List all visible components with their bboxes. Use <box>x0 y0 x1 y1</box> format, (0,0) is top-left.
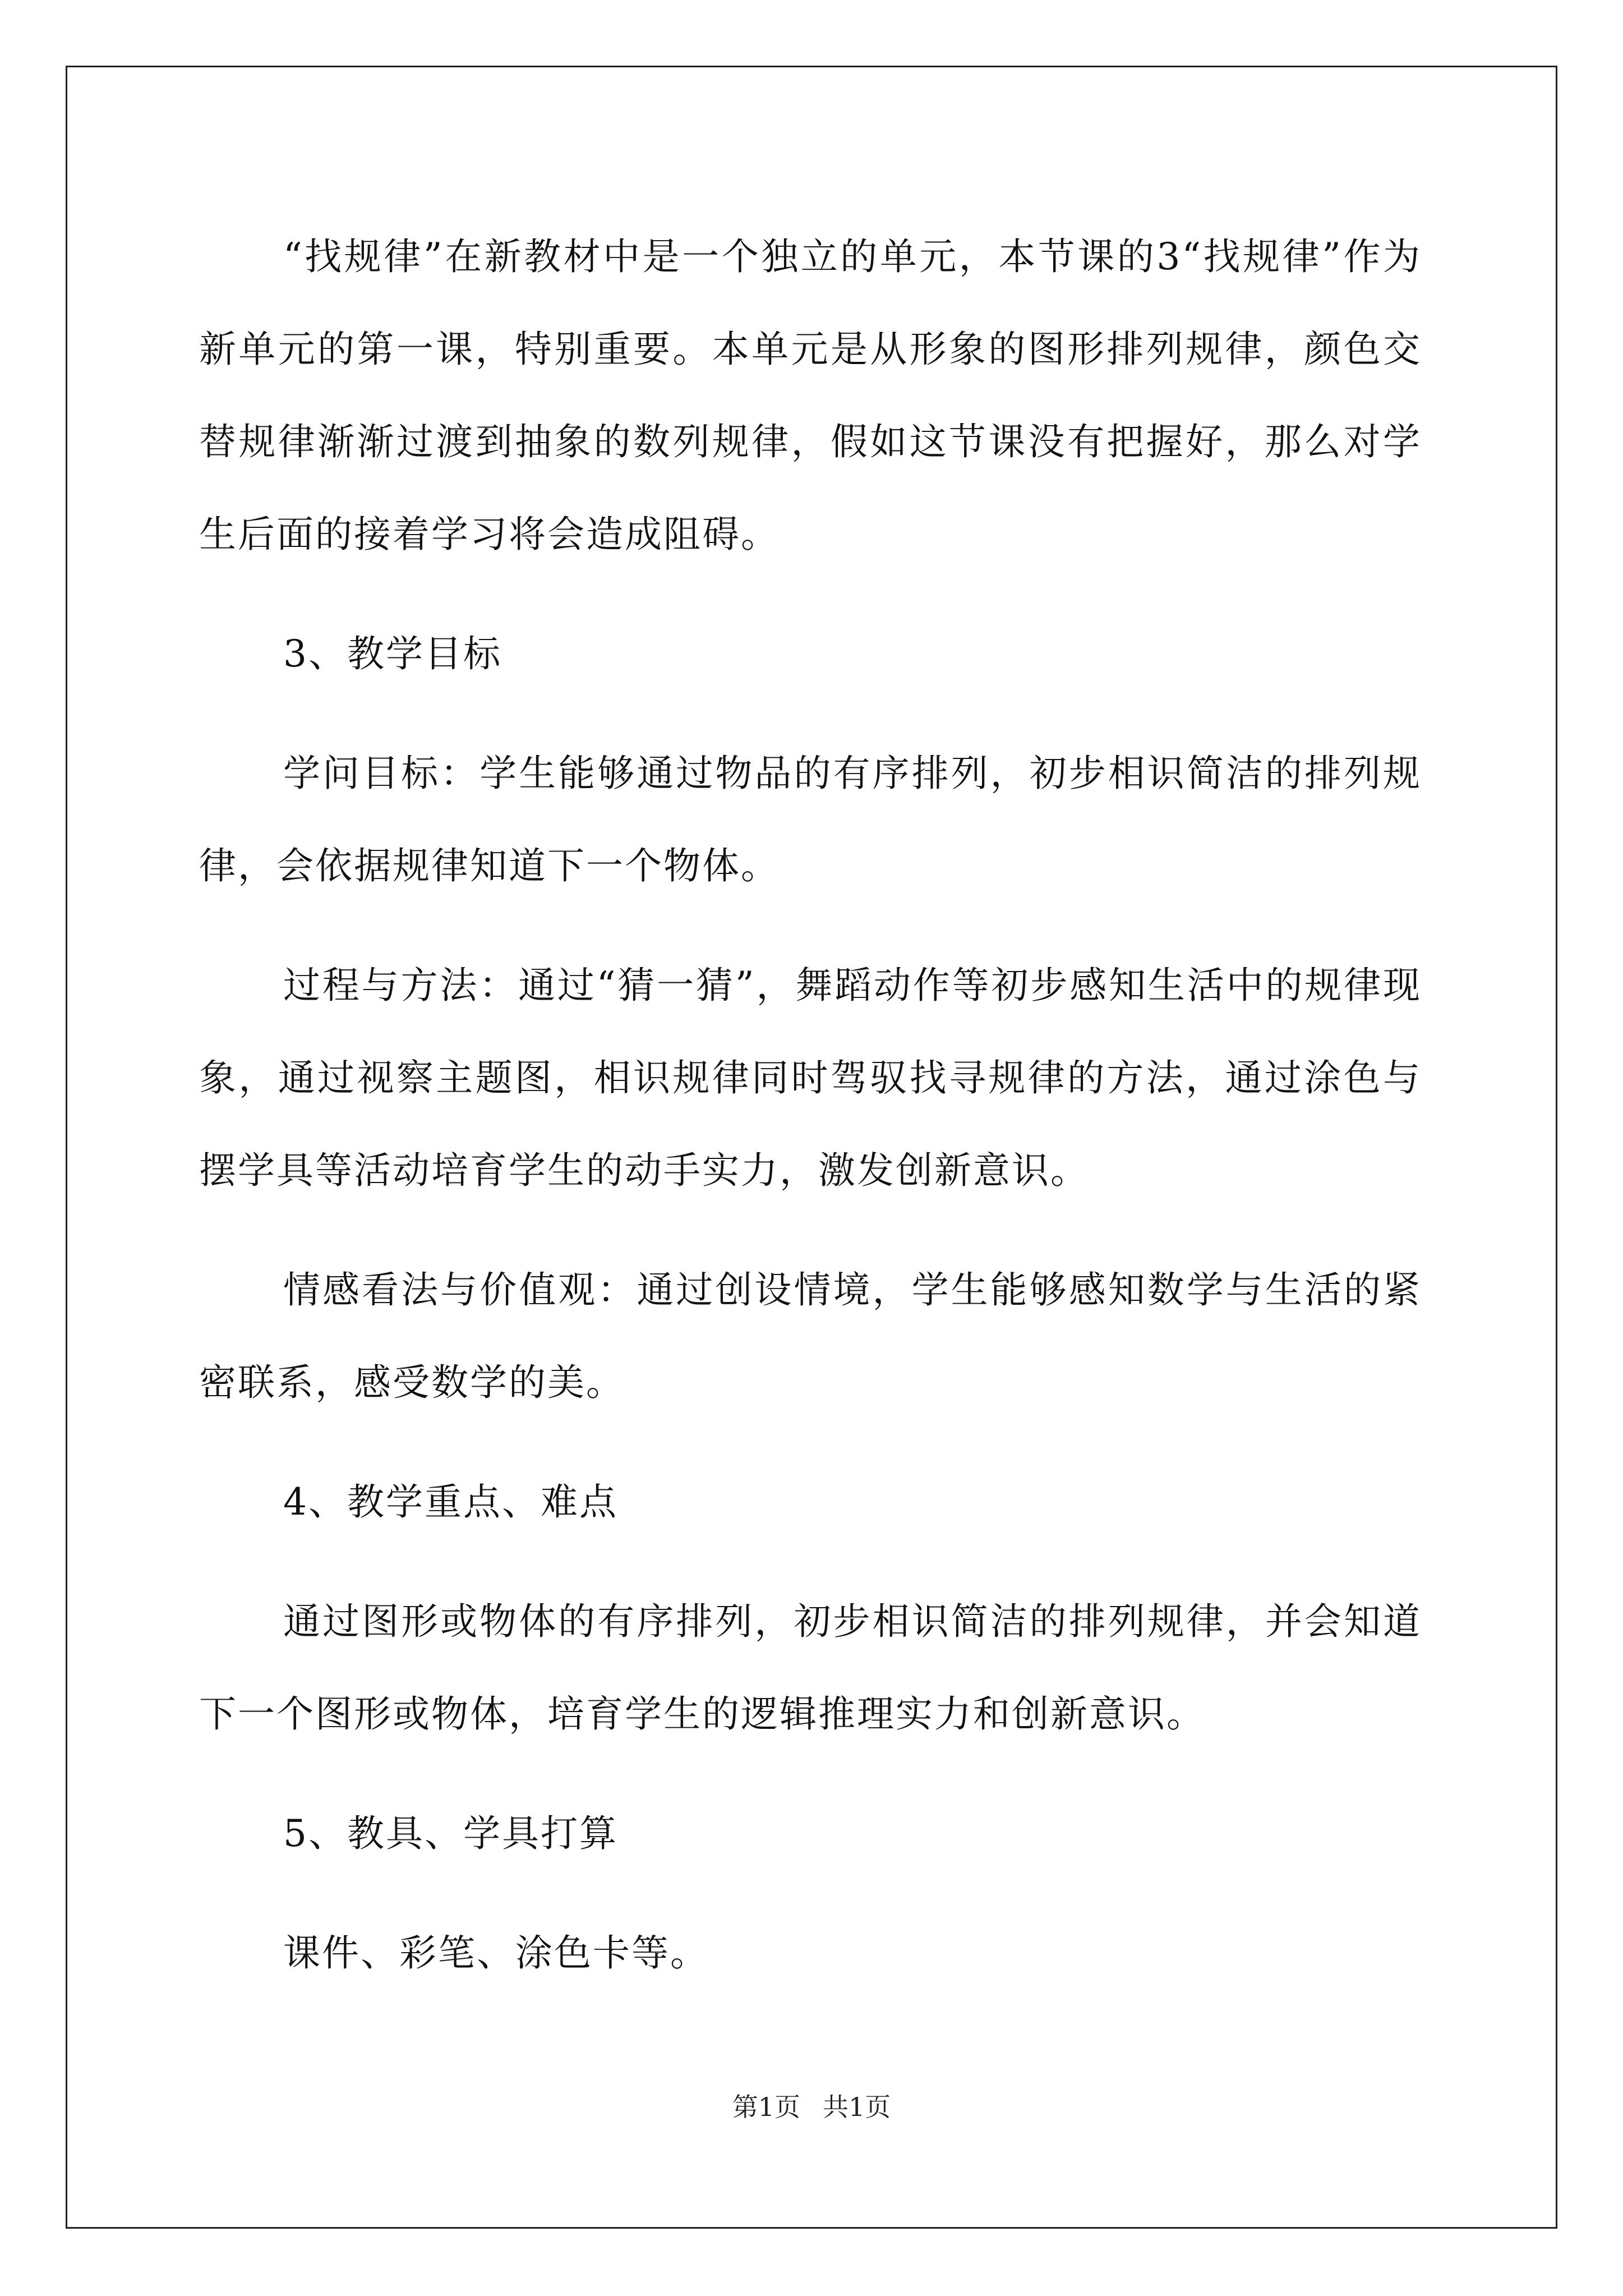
page-footer <box>0 2087 1623 2124</box>
paragraph-knowledge-goal: 学问目标：学生能够通过物品的有序排列，初步相识简洁的排列规律，会依据规律知道下一个物体。 <box>199 752 1422 887</box>
paragraph-emotion-values: 情感看法与价值观：通过创设情境，学生能够感知数学与生活的紧密联系，感受数学的美。 <box>199 1268 1422 1404</box>
paragraph-teaching-aids: 课件、彩笔、涂色卡等。 <box>283 1931 709 1975</box>
heading-teaching-goals: 3、教学目标 <box>283 632 502 675</box>
document-body <box>199 210 1422 2026</box>
heading-key-points: 4、教学重点、难点 <box>283 1480 618 1524</box>
heading-teaching-aids: 5、教具、学具打算 <box>283 1812 618 1855</box>
paragraph-key-points: 通过图形或物体的有序排列，初步相识简洁的排列规律，并会知道下一个图形或物体，培育学生的逻辑推理实力和创新意识。 <box>199 1600 1422 1736</box>
page-total: 共1页 <box>823 2092 891 2122</box>
page-number: 第1页 <box>732 2092 800 2122</box>
paragraph-process-method: 过程与方法：通过“猜一猜”，舞蹈动作等初步感知生活中的规律现象，通过视察主题图，相识规律同时驾驭找寻规律的方法，通过涂色与摆学具等活动培育学生的动手实力，激发创新意识。 <box>199 964 1422 1192</box>
paragraph-intro: “找规律”在新教材中是一个独立的单元，本节课的3“找规律”作为新单元的第一课，特别重要。本单元是从形象的图形排列规律，颜色交替规律渐渐过渡到抽象的数列规律，假如这节课没有把握好，那么对学生后面的接着学习将会造成阻碍。 <box>199 235 1422 556</box>
